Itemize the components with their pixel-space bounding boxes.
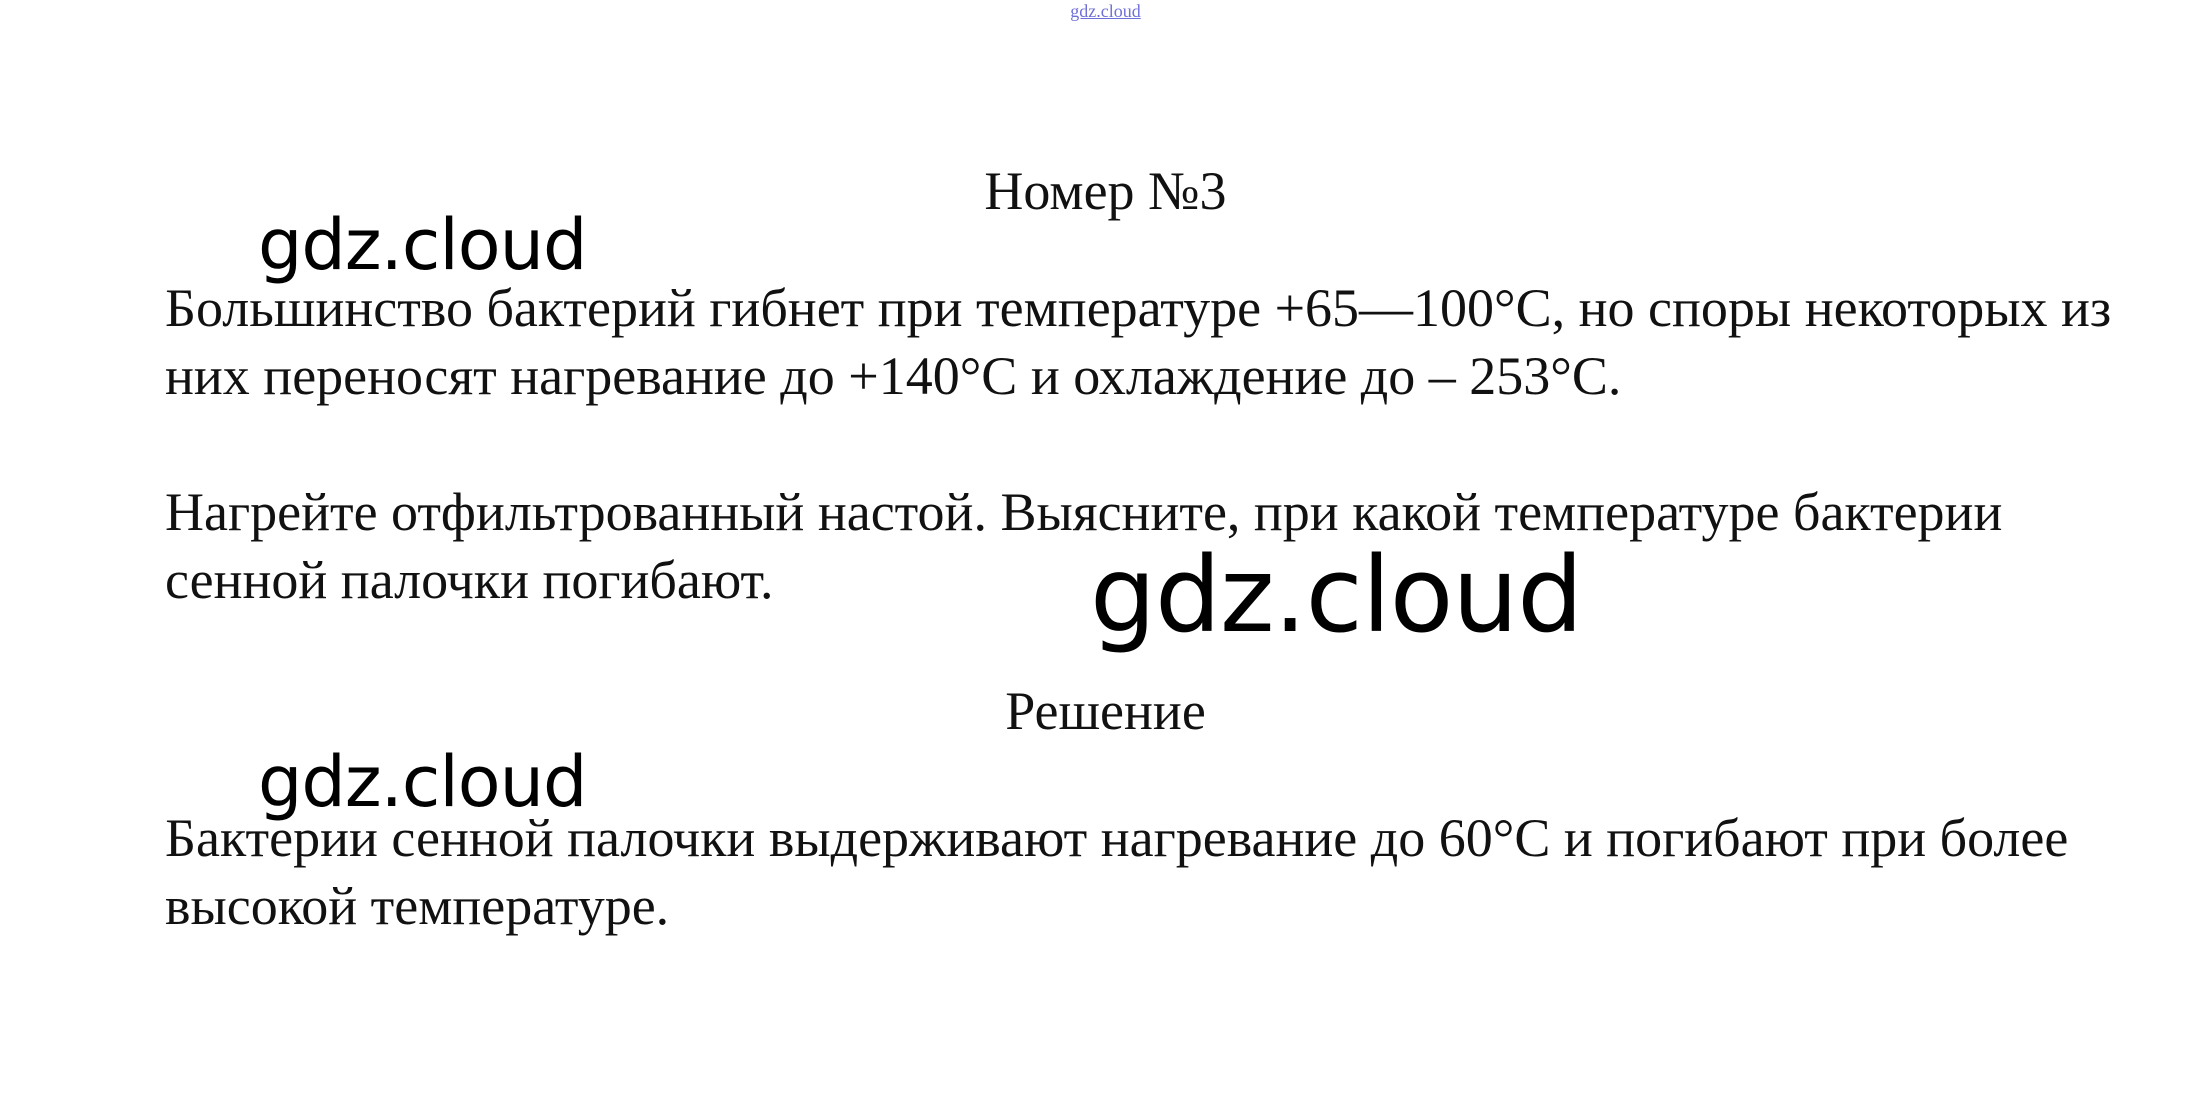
task-paragraph-2: Нагрейте отфильтрованный настой. Выясните, при какой температуре бактерии сенной палочки погибают. <box>165 482 2003 610</box>
task-paragraph-1: Большинство бактерий гибнет при температуре +65—100°С, но споры некоторых из них переносят нагревание до +140°С и охлаждение до – 253°С. <box>165 278 2112 406</box>
problem-title: Номер №3 <box>984 161 1227 221</box>
watermark-logo: gdz.cloud <box>258 741 587 823</box>
watermark-logo: gdz.cloud <box>258 204 587 286</box>
site-link[interactable]: gdz.cloud <box>1070 1 1141 21</box>
watermark-logo: gdz.cloud <box>1090 534 1583 656</box>
solution-paragraph: Бактерии сенной палочки выдерживают нагревание до 60°С и погибают при более высокой температуре. <box>165 808 2069 936</box>
solution-title: Решение <box>1005 681 1206 741</box>
